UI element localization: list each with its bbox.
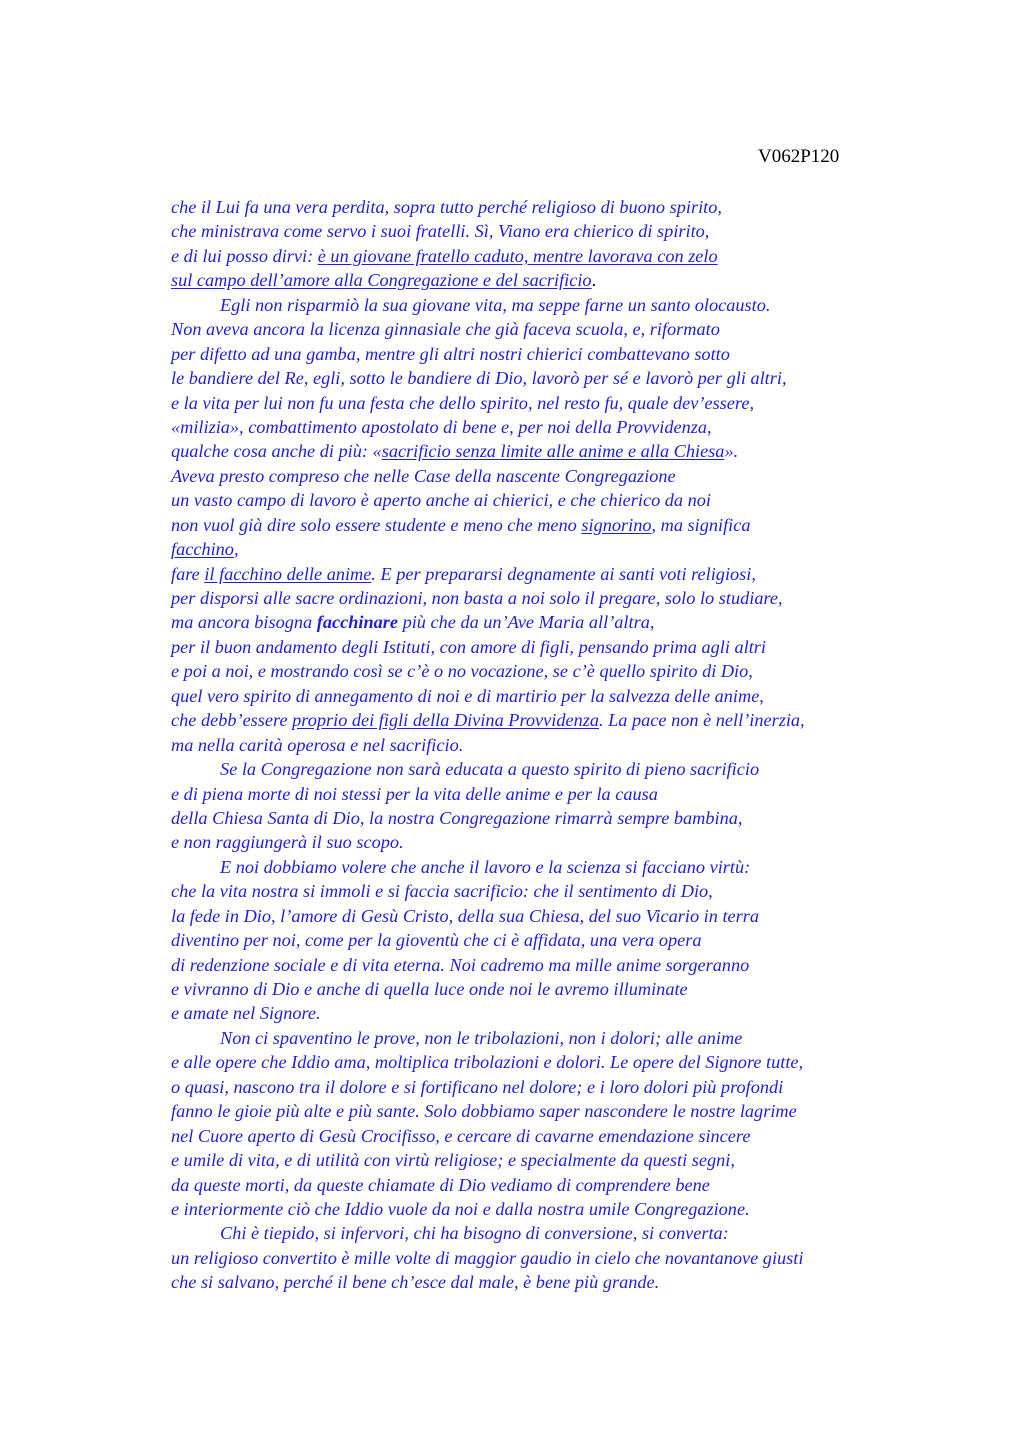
text-line <box>171 684 1011 708</box>
underlined-text: facchino <box>171 539 234 560</box>
text-segment: . <box>591 270 597 291</box>
text-segment: di redenzione sociale e di vita eterna. Noi cadremo ma mille anime sorgeranno <box>171 954 750 975</box>
text-segment: nel Cuore aperto di Gesù Crocifisso, e cercare di cavarne emendazione sincere <box>171 1125 751 1146</box>
text-line <box>171 733 1011 757</box>
text-segment: Se la Congregazione non sarà educata a questo spirito di pieno sacrificio <box>220 759 760 780</box>
underlined-text: signorino <box>581 514 652 535</box>
text-line <box>171 1124 1011 1148</box>
text-segment: e poi a noi, e mostrando così se c’è o no vocazione, se c’è quello spirito di Dio, <box>171 661 753 682</box>
text-segment: non vuol già dire solo essere studente e meno che meno <box>171 514 582 535</box>
text-line <box>171 415 1011 439</box>
text-line <box>171 1148 1011 1172</box>
text-line <box>171 1246 1011 1270</box>
text-segment: diventino per noi, come per la gioventù che ci è affidata, una vera opera <box>171 930 702 951</box>
text-segment: fanno le gioie più alte e più sante. Solo dobbiamo saper nascondere le nostre lagrime <box>171 1101 797 1122</box>
text-line <box>171 293 1011 317</box>
text-segment: Chi è tiepido, si infervori, chi ha bisogno di conversione, si converta: <box>220 1223 729 1244</box>
text-line <box>171 586 1011 610</box>
text-line <box>171 708 1011 732</box>
text-segment: ». <box>724 441 739 462</box>
text-segment: un vasto campo di lavoro è aperto anche ai chierici, e che chierico da noi <box>171 490 712 511</box>
text-line <box>171 659 1011 683</box>
underlined-text: il facchino delle anime <box>204 563 372 584</box>
text-line <box>171 757 1011 781</box>
text-segment: Non aveva ancora la licenza ginnasiale che già faceva scuola, e, riformato <box>171 319 720 340</box>
text-line <box>171 342 1011 366</box>
text-line <box>171 1221 1011 1245</box>
text-segment: che ministrava come servo i suoi fratelli. Sì, Viano era chierico di spirito, <box>171 221 710 242</box>
text-line <box>171 1001 1011 1025</box>
text-segment: più che da un’Ave Maria all’altra, <box>398 612 655 633</box>
text-line <box>171 1026 1011 1050</box>
text-segment: che debb’essere <box>171 710 293 731</box>
text-segment: per il buon andamento degli Istituti, con amore di figli, pensando prima agli altri <box>171 636 766 657</box>
text-line <box>171 513 1011 537</box>
text-segment: un religioso convertito è mille volte di maggior gaudio in cielo che novantanove giusti <box>171 1247 804 1268</box>
text-line <box>171 1099 1011 1123</box>
text-segment: quel vero spirito di annegamento di noi e di martirio per la salvezza delle anime, <box>171 685 764 706</box>
text-segment: . La pace non è nell’inerzia, <box>599 710 805 731</box>
text-segment: qualche cosa anche di più: « <box>171 441 382 462</box>
text-segment: per disporsi alle sacre ordinazioni, non basta a noi solo il pregare, solo lo studiare, <box>171 588 783 608</box>
text-segment: della Chiesa Santa di Dio, la nostra Congregazione rimarrà sempre bambina, <box>171 807 743 828</box>
text-line <box>171 391 1011 415</box>
text-line <box>171 1270 1011 1294</box>
text-line <box>171 635 1011 659</box>
text-segment: le bandiere del Re, egli, sotto le bandiere di Dio, lavorò per sé e lavorò per gli altri, <box>171 368 787 389</box>
letter-body <box>171 195 1011 1295</box>
text-line <box>171 195 1011 219</box>
text-segment: ma ancora bisogna <box>171 612 317 633</box>
text-segment: che la vita nostra si immoli e si faccia sacrificio: che il sentimento di Dio, <box>171 881 713 902</box>
text-line <box>171 1050 1011 1074</box>
text-line <box>171 488 1011 512</box>
text-line <box>171 953 1011 977</box>
text-segment: e umile di vita, e di utilità con virtù religiose; e specialmente da questi segni, <box>171 1150 735 1171</box>
text-line <box>171 439 1011 463</box>
text-line <box>171 1173 1011 1197</box>
text-line <box>171 610 1011 634</box>
text-line <box>171 1197 1011 1221</box>
text-line <box>171 855 1011 879</box>
text-line <box>171 830 1011 854</box>
text-line <box>171 806 1011 830</box>
text-line <box>171 366 1011 390</box>
text-segment: Non ci spaventino le prove, non le tribolazioni, non i dolori; alle anime <box>220 1027 743 1048</box>
text-segment: e interiormente ciò che Iddio vuole da noi e dalla nostra umile Congregazione. <box>171 1198 750 1219</box>
text-segment: e la vita per lui non fu una festa che dello spirito, nel resto fu, quale dev’essere, <box>171 392 755 413</box>
underlined-text: sacrificio senza limite alle anime e alla Chiesa <box>381 441 725 462</box>
text-segment: e vivranno di Dio e anche di quella luce onde noi le avremo illuminate <box>171 979 688 999</box>
text-line <box>171 879 1011 903</box>
text-line <box>171 1075 1011 1099</box>
text-segment: per difetto ad una gamba, mentre gli altri nostri chierici combattevano sotto <box>171 343 730 364</box>
text-line <box>171 537 1011 561</box>
text-line <box>171 268 1011 292</box>
text-segment: Egli non risparmiò la sua giovane vita, ma seppe farne un santo olocausto. <box>220 294 771 315</box>
text-segment: e amate nel Signore. <box>171 1003 321 1024</box>
text-line <box>171 244 1011 268</box>
text-segment: e alle opere che Iddio ama, moltiplica tribolazioni e dolori. Le opere del Signore tutte, <box>171 1052 804 1073</box>
text-line <box>171 464 1011 488</box>
underlined-text: proprio dei figli della Divina Provvidenza <box>292 710 599 731</box>
text-segment: che il Lui fa una vera perdita, sopra tutto perché religioso di buono spirito, <box>171 197 722 217</box>
text-segment: Aveva presto compreso che nelle Case della nascente Congregazione <box>171 465 676 486</box>
text-segment: e di piena morte di noi stessi per la vita delle anime e per la causa <box>171 783 658 804</box>
page-identifier: V062P120 <box>758 146 840 167</box>
text-segment: la fede in Dio, l’amore di Gesù Cristo, della sua Chiesa, del suo Vicario in terra <box>171 905 760 926</box>
text-segment: che si salvano, perché il bene ch’esce dal male, è bene più grande. <box>171 1272 660 1293</box>
text-segment: , ma significa <box>651 514 751 535</box>
underlined-text: sul campo dell’amore alla Congregazione e del sacrificio <box>171 270 592 291</box>
text-line <box>171 904 1011 928</box>
text-segment: e non raggiungerà il suo scopo. <box>171 832 404 853</box>
text-segment: . E per prepararsi degnamente ai santi voti religiosi, <box>371 563 756 584</box>
text-segment: , <box>233 539 239 560</box>
text-segment: E noi dobbiamo volere che anche il lavoro e la scienza si facciano virtù: <box>220 856 751 877</box>
bold-text: facchinare <box>316 612 398 633</box>
text-line <box>171 782 1011 806</box>
text-line <box>171 317 1011 341</box>
underlined-text: è un giovane fratello caduto, mentre lavorava con zelo <box>317 245 718 266</box>
text-segment: e di lui posso dirvi: <box>171 245 318 266</box>
text-line <box>171 219 1011 243</box>
text-segment: fare <box>171 563 205 584</box>
text-segment: o quasi, nascono tra il dolore e si fortificano nel dolore; e i loro dolori più profondi <box>171 1076 784 1097</box>
text-segment: ma nella carità operosa e nel sacrificio. <box>171 734 464 755</box>
text-line <box>171 562 1011 586</box>
text-segment: da queste morti, da queste chiamate di Dio vediamo di comprendere bene <box>171 1174 710 1195</box>
text-line <box>171 977 1011 1001</box>
text-segment: «milizia», combattimento apostolato di bene e, per noi della Provvidenza, <box>171 416 712 437</box>
text-line <box>171 928 1011 952</box>
